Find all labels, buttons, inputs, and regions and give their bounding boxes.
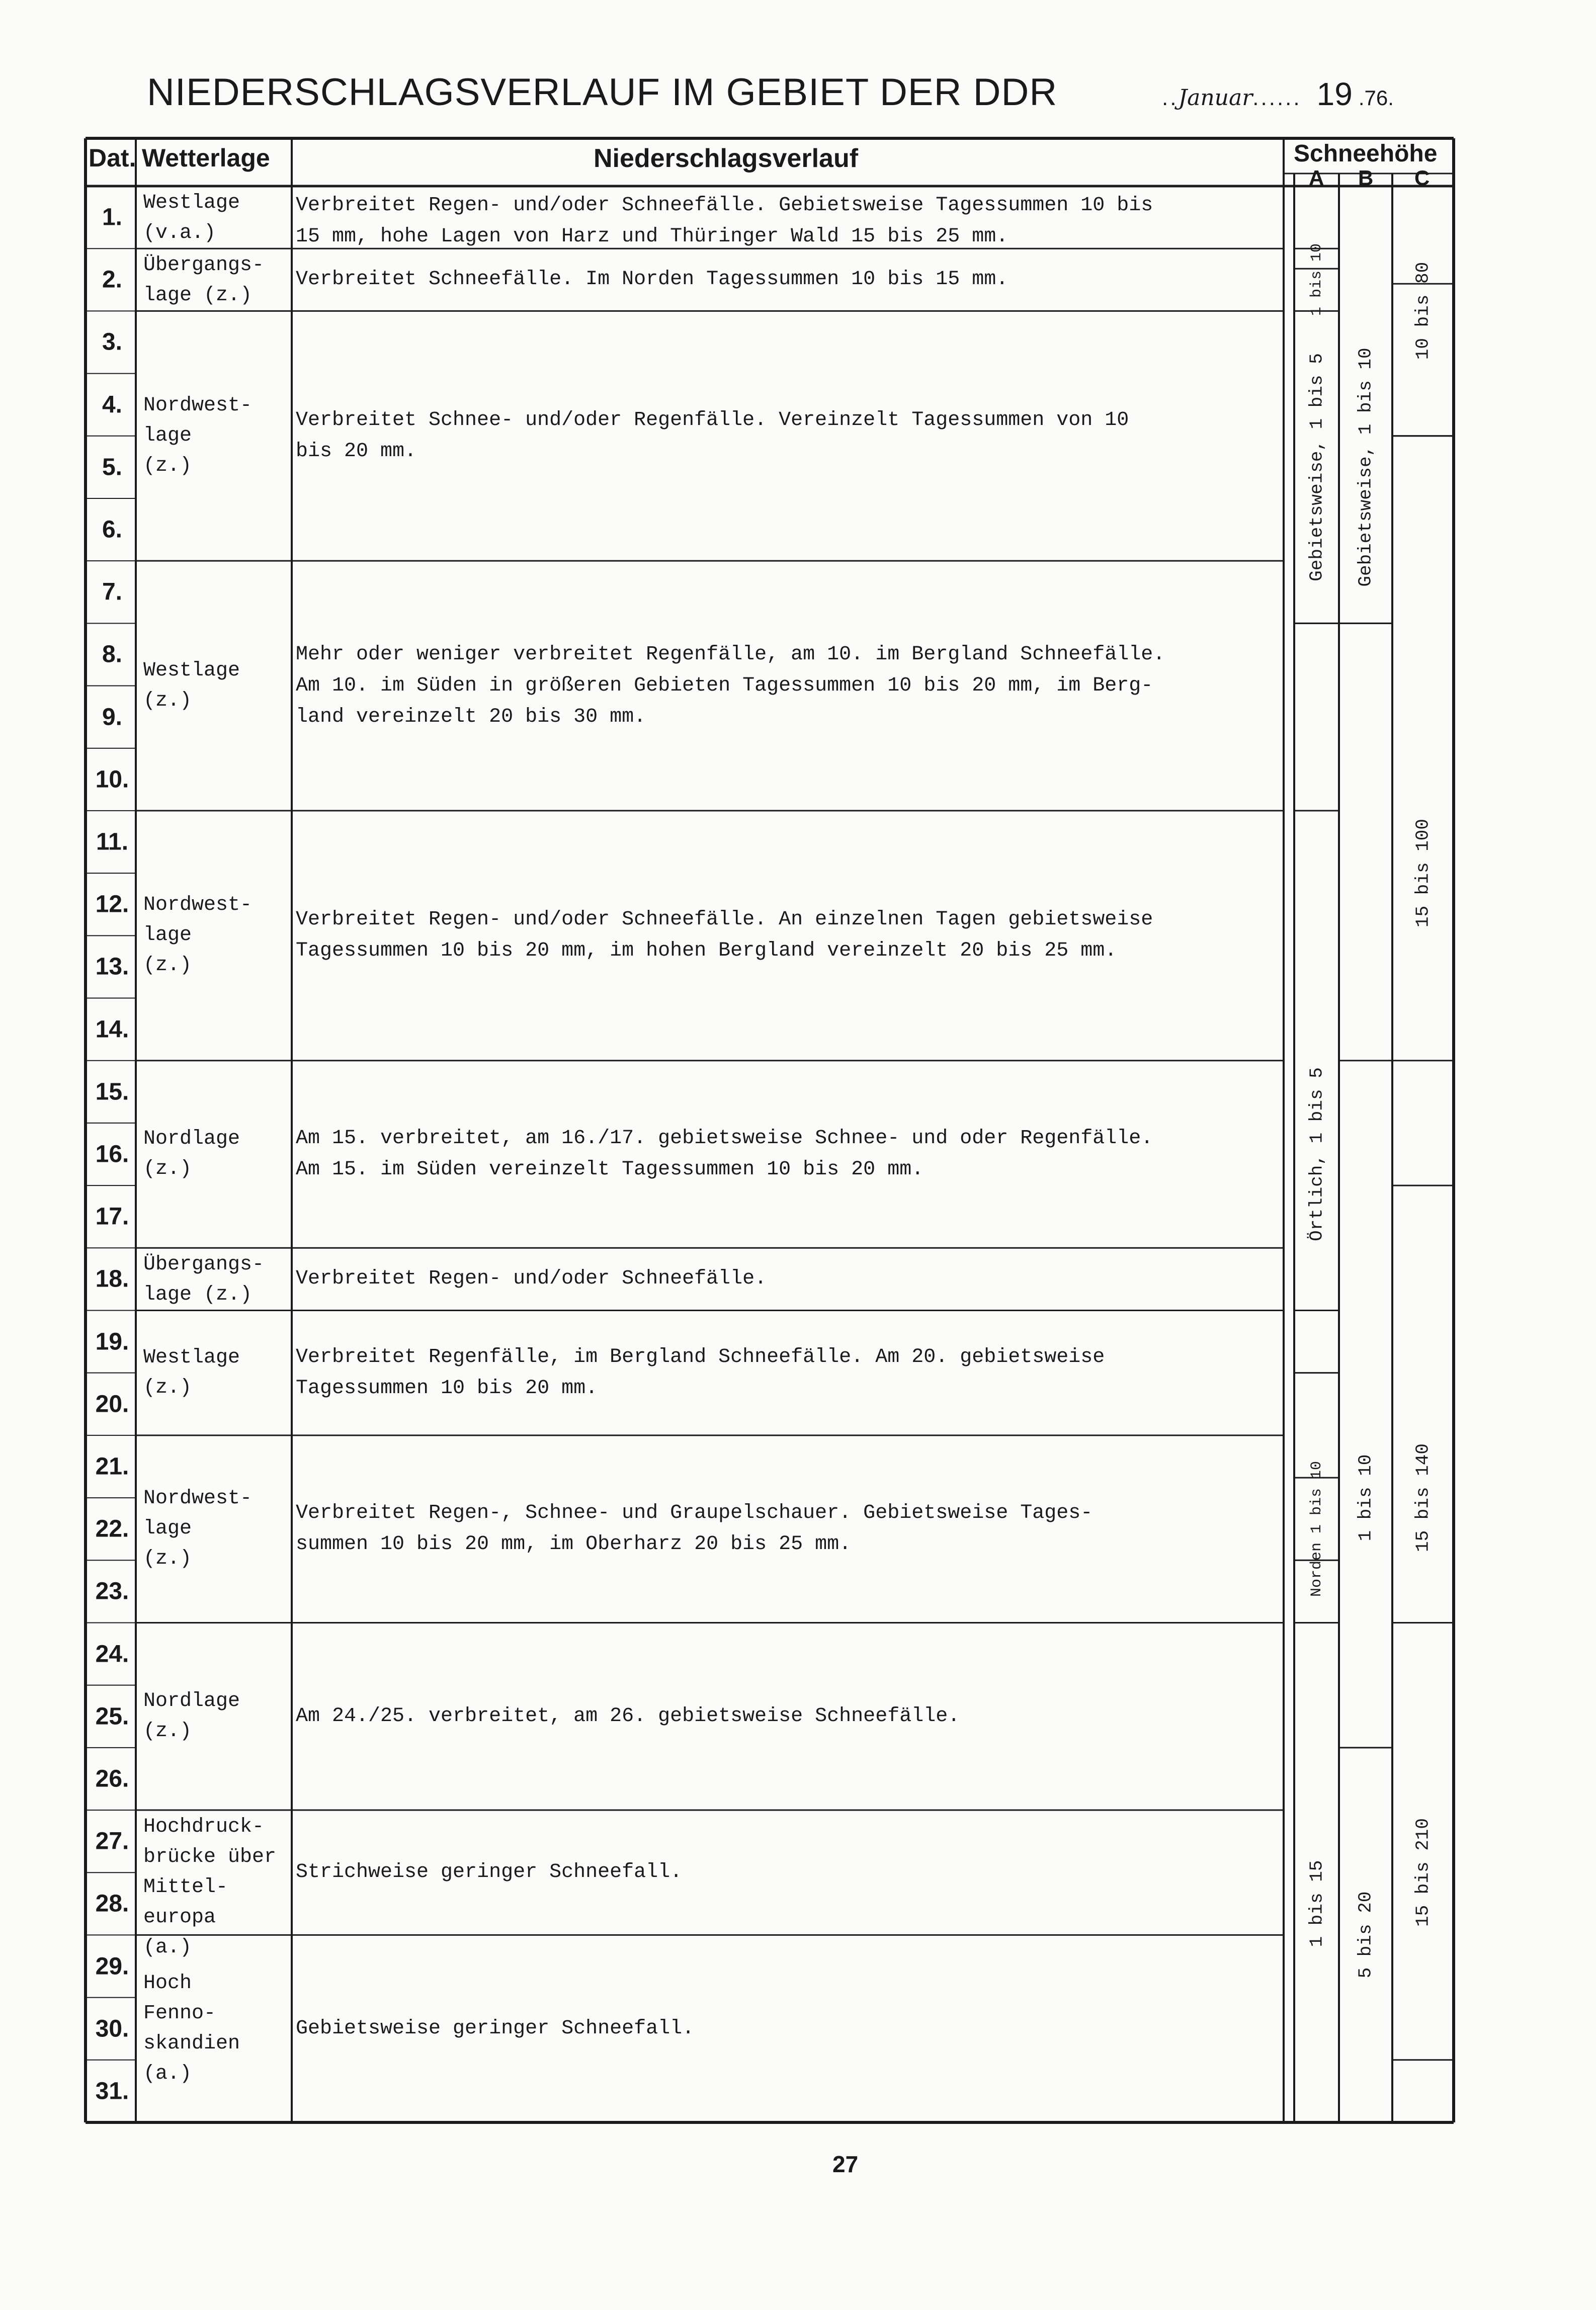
description-line: Tagessummen 10 bis 20 mm, im hohen Bergland vereinzelt 20 bis 25 mm. xyxy=(296,939,1117,963)
snow-depth-a: Örtlich, 1 bis 5 xyxy=(1306,1067,1327,1241)
column-header-weather: Wetterlage xyxy=(142,144,270,172)
snow-depth-b: 1 bis 10 xyxy=(1355,1454,1376,1542)
column-header-snow-a: A xyxy=(1309,166,1324,190)
day-number: 4. xyxy=(102,391,123,418)
description-line: Verbreitet Regen- und/oder Schneefälle. Gebietsweise Tagessummen 10 bis xyxy=(296,194,1153,217)
day-number: 3. xyxy=(102,328,123,356)
day-number: 22. xyxy=(95,1515,129,1543)
day-number: 17. xyxy=(95,1203,129,1230)
snow-depth-c: 15 bis 100 xyxy=(1412,819,1434,928)
weather-situation: Westlage (z.) xyxy=(143,659,240,712)
description-line: Gebietsweise geringer Schneefall. xyxy=(296,2017,695,2040)
day-number: 14. xyxy=(95,1016,129,1043)
day-number: 8. xyxy=(102,641,123,668)
day-number: 9. xyxy=(102,704,123,731)
description-line: Verbreitet Regen- und/oder Schneefälle. An einzelnen Tagen gebietsweise xyxy=(296,908,1153,931)
day-number: 20. xyxy=(95,1391,129,1418)
weather-situation: Nordlage (z.) xyxy=(143,1689,240,1743)
column-header-course: Niederschlagsverlauf xyxy=(594,144,859,173)
day-number: 29. xyxy=(95,1953,129,1980)
snow-depth-a: 1 bis 15 xyxy=(1306,1860,1327,1947)
day-number: 28. xyxy=(95,1890,129,1917)
day-number: 6. xyxy=(102,516,123,543)
description-line: Am 15. im Süden vereinzelt Tagessummen 10 bis 20 mm. xyxy=(296,1158,924,1181)
description-line: Verbreitet Regen-, Schnee- und Graupelschauer. Gebietsweise Tages- xyxy=(296,1502,1093,1525)
description-line: Am 24./25. verbreitet, am 26. gebietsweise Schneefälle. xyxy=(296,1704,960,1728)
precipitation-description xyxy=(296,1498,1282,1560)
weather-situation: Nordwest- lage (z.) xyxy=(143,894,253,977)
precipitation-description xyxy=(296,264,1282,295)
snow-depth-a: Norden 1 bis 10 xyxy=(1308,1461,1325,1597)
snow-depth-b: Gebietsweise, 1 bis 10 xyxy=(1355,348,1376,587)
description-line: summen 10 bis 20 mm, im Oberharz 20 bis 25 mm. xyxy=(296,1533,852,1556)
description-line: Verbreitet Regen- und/oder Schneefälle. xyxy=(296,1267,767,1291)
day-number: 24. xyxy=(95,1641,129,1668)
precipitation-description xyxy=(296,904,1282,967)
column-header-snow: Schneehöhe xyxy=(1294,140,1438,167)
date-leader-dots-after: ...... xyxy=(1252,85,1302,110)
precipitation-description xyxy=(296,1123,1282,1185)
description-line: Tagessummen 10 bis 20 mm. xyxy=(296,1377,598,1400)
precipitation-description xyxy=(296,2013,1282,2044)
description-line: 15 mm, hohe Lagen von Harz und Thüringer Wald 15 bis 25 mm. xyxy=(296,225,1009,248)
weather-situation: Hochdruck- brücke über Mittel- europa (a.) xyxy=(143,1816,277,1959)
day-number: 10. xyxy=(95,766,129,793)
precipitation-description xyxy=(296,1263,1282,1295)
snow-depth-c: 15 bis 140 xyxy=(1412,1443,1434,1553)
description-line: Strichweise geringer Schneefall. xyxy=(296,1861,683,1884)
column-header-date: Dat. xyxy=(89,144,136,172)
description-line: Am 15. verbreitet, am 16./17. gebietsweise Schnee- und oder Regenfälle. xyxy=(296,1127,1153,1150)
day-number: 5. xyxy=(102,454,123,481)
month-label: Januar xyxy=(1178,85,1253,111)
day-number: 23. xyxy=(95,1578,129,1605)
day-number: 27. xyxy=(95,1828,129,1855)
description-line: bis 20 mm. xyxy=(296,440,417,463)
precipitation-description xyxy=(296,405,1282,467)
precipitation-description xyxy=(296,1701,1282,1732)
weather-situation: Hoch Fenno- skandien (a.) xyxy=(143,1972,240,2085)
day-number: 21. xyxy=(95,1453,129,1480)
day-number: 2. xyxy=(102,266,123,293)
weather-situation: Westlage (z.) xyxy=(143,1346,240,1399)
day-number: 11. xyxy=(96,828,129,855)
day-number: 7. xyxy=(102,578,123,606)
day-number: 19. xyxy=(95,1328,129,1355)
snow-depth-a: Gebietsweise, 1 bis 5 xyxy=(1306,353,1327,581)
day-number: 30. xyxy=(95,2015,129,2042)
page-number: 27 xyxy=(832,2151,859,2177)
snow-depth-b: 5 bis 20 xyxy=(1355,1891,1376,1979)
description-line: Mehr oder weniger verbreitet Regenfälle, am 10. im Bergland Schneefälle. xyxy=(296,643,1165,666)
day-number: 16. xyxy=(95,1141,129,1168)
day-number: 1. xyxy=(102,204,123,231)
day-number: 26. xyxy=(95,1765,129,1792)
weather-situation: Nordwest- lage (z.) xyxy=(143,1487,253,1571)
description-line: Verbreitet Regenfälle, im Bergland Schneefälle. Am 20. gebietsweise xyxy=(296,1345,1105,1368)
day-number: 18. xyxy=(95,1265,129,1293)
snow-depth-c: 10 bis 80 xyxy=(1412,262,1434,360)
precipitation-description xyxy=(296,1342,1282,1404)
day-number: 12. xyxy=(95,891,129,918)
weather-situation: Nordlage (z.) xyxy=(143,1128,240,1180)
description-line: Verbreitet Schneefälle. Im Norden Tagessummen 10 bis 15 mm. xyxy=(296,268,1009,291)
weather-situation: Westlage (v.a.) xyxy=(143,192,240,244)
snow-depth-c: 15 bis 210 xyxy=(1412,1818,1434,1927)
century-label: 19 xyxy=(1316,76,1353,112)
year-label: .76. xyxy=(1358,86,1394,110)
description-line: Am 10. im Süden in größeren Gebieten Tagessummen 10 bis 20 mm, im Berg- xyxy=(296,674,1153,697)
weather-situation: Übergangs- lage (z.) xyxy=(143,1253,265,1307)
description-line: Verbreitet Schnee- und/oder Regenfälle. Vereinzelt Tagessummen von 10 xyxy=(296,408,1129,432)
date-leader-dots: .. xyxy=(1162,85,1179,110)
precipitation-description xyxy=(296,190,1282,252)
day-number: 31. xyxy=(95,2078,129,2105)
precipitation-description xyxy=(296,639,1282,733)
weather-situation: Nordwest- lage (z.) xyxy=(143,394,253,477)
column-header-snow-b: B xyxy=(1358,166,1374,190)
description-line: land vereinzelt 20 bis 30 mm. xyxy=(296,705,646,728)
column-header-snow-c: C xyxy=(1414,166,1430,190)
page-title: NIEDERSCHLAGSVERLAUF IM GEBIET DER DDR xyxy=(147,71,1058,114)
precipitation-description xyxy=(296,1857,1282,1888)
day-number: 25. xyxy=(95,1703,129,1730)
snow-depth-a: 1 bis 10 xyxy=(1308,243,1325,316)
weather-situation: Übergangs- lage (z.) xyxy=(143,254,265,307)
day-number: 15. xyxy=(95,1078,129,1105)
day-number: 13. xyxy=(95,953,129,980)
